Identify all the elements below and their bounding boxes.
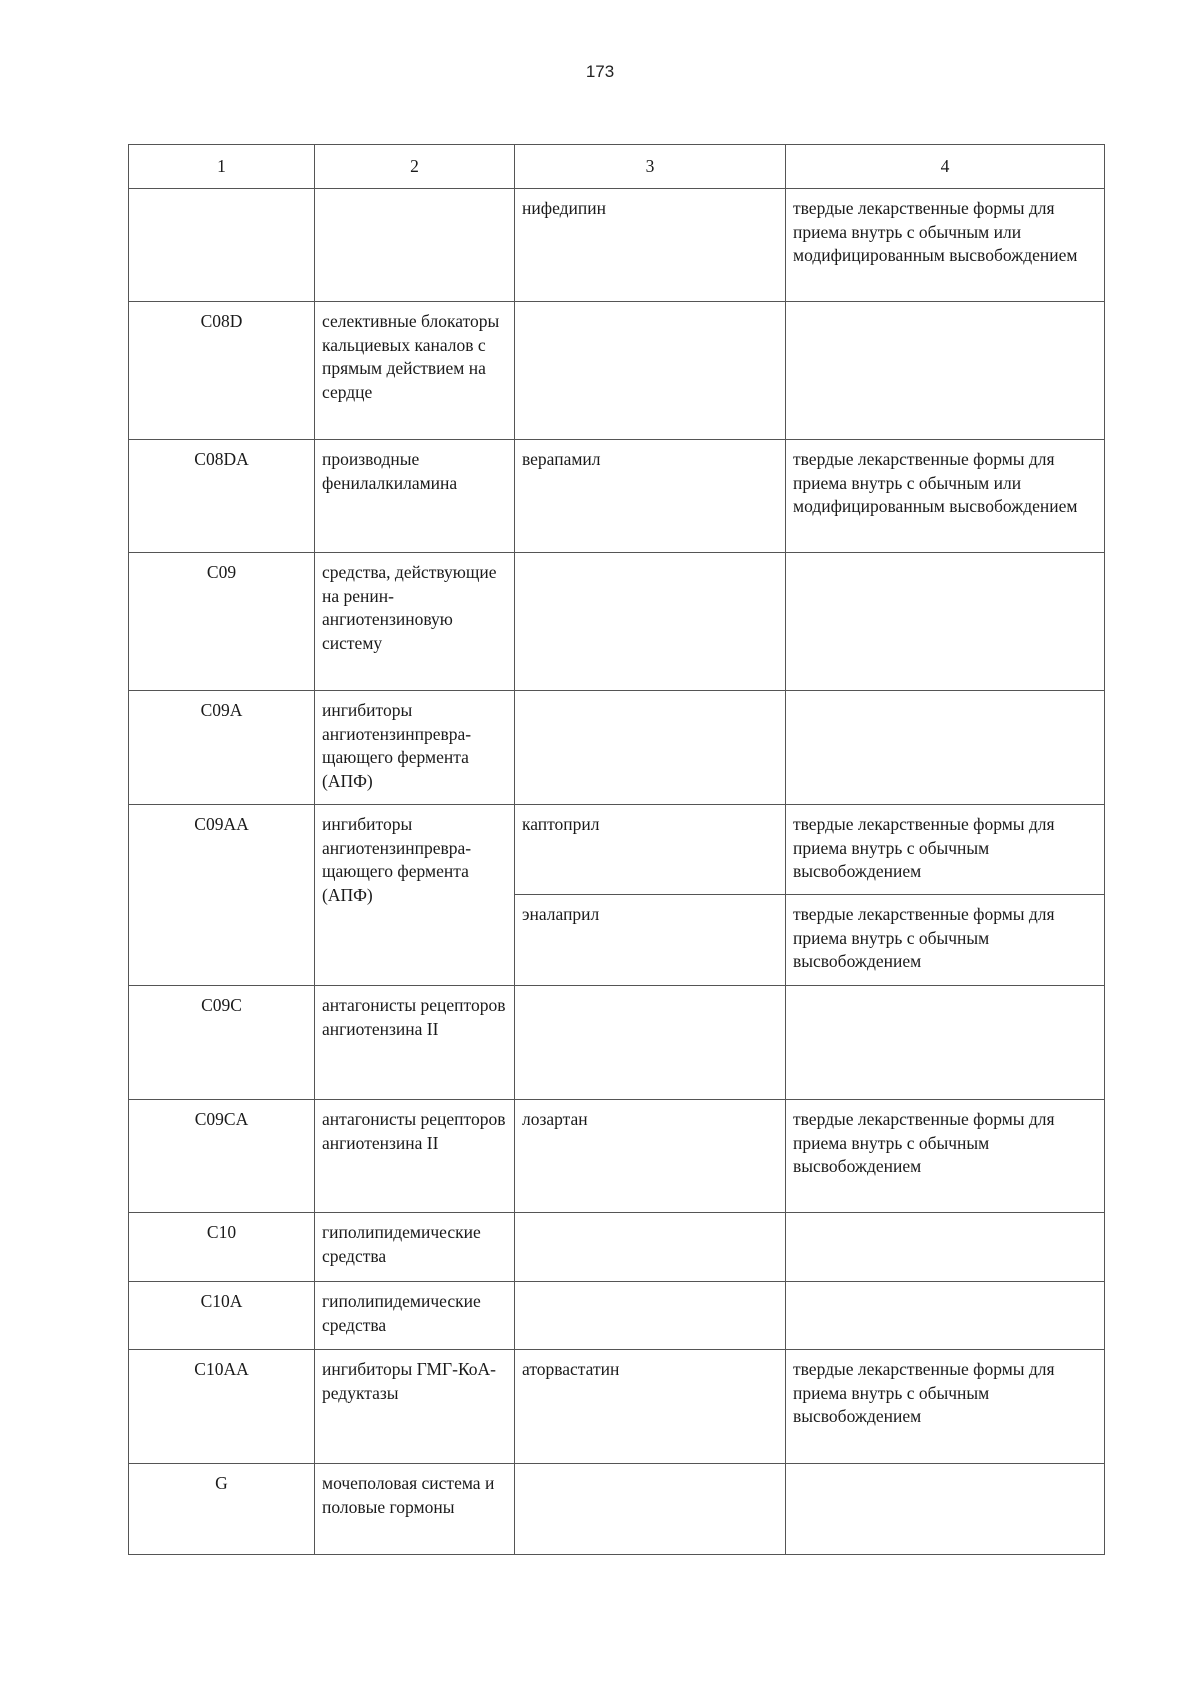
group-cell bbox=[315, 189, 515, 302]
drug-cell bbox=[515, 1282, 786, 1350]
atc-code-cell: C08DA bbox=[129, 440, 315, 553]
drug-cell: каптоприл bbox=[515, 805, 786, 895]
dosage-form-cell: твердые лекарственные формы для приема внутрь с обычным высвобождением bbox=[786, 805, 1105, 895]
drug-cell: нифедипин bbox=[515, 189, 786, 302]
drug-cell: лозартан bbox=[515, 1100, 786, 1213]
dosage-form-cell bbox=[786, 691, 1105, 805]
atc-code-cell bbox=[129, 189, 315, 302]
dosage-form-cell: твердые лекарственные формы для приема внутрь с обычным высвобождением bbox=[786, 1350, 1105, 1464]
atc-code-cell: C09AA bbox=[129, 805, 315, 986]
drug-cell bbox=[515, 1213, 786, 1282]
atc-code-cell: C10A bbox=[129, 1282, 315, 1350]
atc-code-cell: C08D bbox=[129, 302, 315, 440]
atc-code-cell: C09A bbox=[129, 691, 315, 805]
atc-code-cell: G bbox=[129, 1464, 315, 1555]
table-row bbox=[129, 805, 1105, 895]
group-cell: средства, действующие на ренин-ангиотензиновую систему bbox=[315, 553, 515, 691]
table-row bbox=[129, 440, 1105, 553]
drug-cell bbox=[515, 691, 786, 805]
table-row bbox=[129, 986, 1105, 1100]
dosage-form-cell: твердые лекарственные формы для приема внутрь с обычным высвобождением bbox=[786, 1100, 1105, 1213]
column-header: 2 bbox=[315, 145, 515, 189]
group-cell: производные фенилалкиламина bbox=[315, 440, 515, 553]
drug-table bbox=[128, 144, 1105, 1555]
table-row bbox=[129, 553, 1105, 691]
dosage-form-cell bbox=[786, 1464, 1105, 1555]
dosage-form-cell: твердые лекарственные формы для приема внутрь с обычным или модифицированным высвобождением bbox=[786, 189, 1105, 302]
dosage-form-cell bbox=[786, 302, 1105, 440]
dosage-form-cell bbox=[786, 553, 1105, 691]
group-cell: антагонисты рецепторов ангиотензина II bbox=[315, 1100, 515, 1213]
atc-code-cell: C10 bbox=[129, 1213, 315, 1282]
group-cell: ингибиторы ГМГ-КоА-редуктазы bbox=[315, 1350, 515, 1464]
dosage-form-cell bbox=[786, 986, 1105, 1100]
table-row bbox=[129, 1100, 1105, 1213]
table-row bbox=[129, 691, 1105, 805]
dosage-form-cell: твердые лекарственные формы для приема внутрь с обычным или модифицированным высвобождением bbox=[786, 440, 1105, 553]
column-header: 1 bbox=[129, 145, 315, 189]
group-cell: антагонисты рецепторов ангиотензина II bbox=[315, 986, 515, 1100]
atc-code-cell: C09C bbox=[129, 986, 315, 1100]
table-header-row bbox=[129, 145, 1105, 189]
drug-cell bbox=[515, 302, 786, 440]
drug-cell bbox=[515, 1464, 786, 1555]
atc-code-cell: C09CA bbox=[129, 1100, 315, 1213]
drug-cell bbox=[515, 553, 786, 691]
dosage-form-cell bbox=[786, 1213, 1105, 1282]
table-row bbox=[129, 1350, 1105, 1464]
group-cell: мочеполовая система и половые гормоны bbox=[315, 1464, 515, 1555]
table-row bbox=[129, 189, 1105, 302]
group-cell: гиполипидемические средства bbox=[315, 1213, 515, 1282]
table-row bbox=[129, 1282, 1105, 1350]
table-row bbox=[129, 1464, 1105, 1555]
group-cell: гиполипидемические средства bbox=[315, 1282, 515, 1350]
atc-code-cell: C10AA bbox=[129, 1350, 315, 1464]
group-cell: ингибиторы ангиотензинпревра-щающего фермента (АПФ) bbox=[315, 805, 515, 986]
column-header: 4 bbox=[786, 145, 1105, 189]
group-cell: ингибиторы ангиотензинпревра-щающего фермента (АПФ) bbox=[315, 691, 515, 805]
drug-cell: эналаприл bbox=[515, 895, 786, 986]
group-cell: селективные блокаторы кальциевых каналов с прямым действием на сердце bbox=[315, 302, 515, 440]
atc-code-cell: C09 bbox=[129, 553, 315, 691]
dosage-form-cell: твердые лекарственные формы для приема внутрь с обычным высвобождением bbox=[786, 895, 1105, 986]
drug-cell: аторвастатин bbox=[515, 1350, 786, 1464]
drug-cell bbox=[515, 986, 786, 1100]
table-row bbox=[129, 302, 1105, 440]
table-row bbox=[129, 1213, 1105, 1282]
drug-cell: верапамил bbox=[515, 440, 786, 553]
column-header: 3 bbox=[515, 145, 786, 189]
page-number: 173 bbox=[585, 62, 615, 81]
dosage-form-cell bbox=[786, 1282, 1105, 1350]
